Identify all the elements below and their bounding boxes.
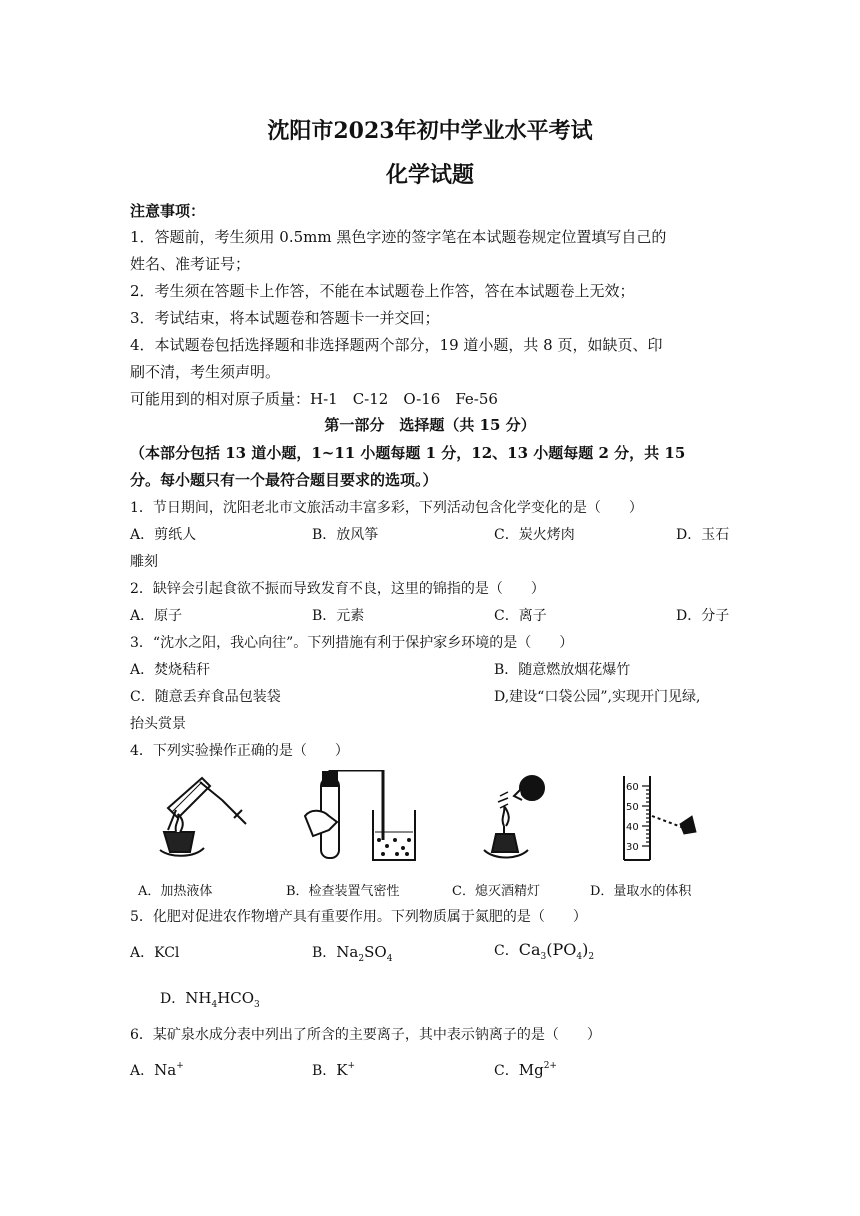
notice-item-4-line2: 刷不清，考生须声明。 xyxy=(130,363,281,381)
cylinder-tick-40: 40 xyxy=(626,822,639,833)
notice-item-2: 2．考生须在答题卡上作答，不能在本试题卷上作答，答在本试题卷上无效； xyxy=(130,282,635,300)
q4-stem: 4．下列实验操作正确的是（ ） xyxy=(130,743,349,759)
q2-option-b[interactable]: B．元素 xyxy=(312,608,365,624)
q3-option-c[interactable]: C．随意丢弃食品包装袋 xyxy=(130,689,281,705)
q5-a-formula: KCl xyxy=(154,945,180,961)
notice-item-3: 3．考试结束，将本试题卷和答题卡一并交回； xyxy=(130,309,440,327)
exam-title: 沈阳市2023年初中学业水平考试 xyxy=(267,118,593,144)
q1-option-d-continued: 雕刻 xyxy=(130,554,158,570)
q1-option-b[interactable]: B．放风筝 xyxy=(312,527,379,543)
q3-option-d-continued: 抬头赏景 xyxy=(130,716,186,732)
q3-option-b[interactable]: B．随意燃放烟花爆竹 xyxy=(494,662,631,678)
q1-stem: 1．节日期间，沈阳老北市文旅活动丰富多彩，下列活动包含化学变化的是（ ） xyxy=(130,500,643,516)
q4-option-c[interactable]: C．熄灭酒精灯 xyxy=(452,884,540,899)
notice-heading: 注意事项： xyxy=(130,202,206,220)
notice-item-1-line1: 1．答题前，考生须用 0.5mm 黑色字迹的签字笔在本试题卷规定位置填写自己的 xyxy=(130,228,667,246)
cylinder-tick-50: 50 xyxy=(626,802,639,813)
extinguish-lamp-figure xyxy=(478,770,558,865)
q4-option-d[interactable]: D．量取水的体积 xyxy=(590,884,692,899)
q4-option-b[interactable]: B．检查装置气密性 xyxy=(286,884,400,899)
q3-stem: 3．“沈水之阳，我心向往”。下列措施有利于保护家乡环境的是（ ） xyxy=(130,635,574,651)
q4-option-a[interactable]: A．加热液体 xyxy=(138,884,213,899)
q1-option-a[interactable]: A．剪纸人 xyxy=(130,527,197,543)
q2-option-a[interactable]: A．原子 xyxy=(130,608,183,624)
q1-option-d[interactable]: D．玉石 xyxy=(676,527,730,543)
q6-option-b[interactable]: B．K+ xyxy=(312,1061,356,1079)
cylinder-tick-30: 30 xyxy=(626,842,639,853)
part1-heading: 第一部分 选择题（共 15 分） xyxy=(324,416,536,434)
q6-option-c[interactable]: C．$Mg^{2+}$ xyxy=(494,1061,557,1079)
q5-option-d[interactable]: D．$NH_4HCO_3$ xyxy=(160,989,260,1010)
cylinder-tick-60: 60 xyxy=(626,782,639,793)
notice-item-4-line1: 4．本试题卷包括选择题和非选择题两个部分，19 道小题，共 8 页，如缺页、印 xyxy=(130,336,663,354)
atomic-mass-line: 可能用到的相对原子质量：H-1 C-12 O-16 Fe-56 xyxy=(130,390,498,408)
q6-option-a[interactable]: A．Na+ xyxy=(130,1061,184,1079)
q1-option-c[interactable]: C．炭火烤肉 xyxy=(494,527,575,543)
q5-stem: 5．化肥对促进农作物增产具有重要作用。下列物质属于氮肥的是（ ） xyxy=(130,909,587,925)
graduated-cylinder-figure xyxy=(612,772,722,864)
q2-option-c[interactable]: C．离子 xyxy=(494,608,547,624)
q3-option-a[interactable]: A．焚烧秸秆 xyxy=(130,662,211,678)
heating-liquid-figure xyxy=(150,770,255,865)
q3-option-d[interactable]: D,建设“口袋公园”,实现开门见绿, xyxy=(494,689,701,705)
q5-option-c[interactable]: C．$Ca_3(PO_4)_2$ xyxy=(494,940,595,962)
q6-stem: 6．某矿泉水成分表中列出了所含的主要离子，其中表示钠离子的是（ ） xyxy=(130,1027,601,1043)
airtightness-check-figure xyxy=(303,770,423,865)
q2-stem: 2．缺锌会引起食欲不振而导致发育不良，这里的锦指的是（ ） xyxy=(130,581,545,597)
q5-option-b[interactable]: B．$Na_2SO_4$ xyxy=(312,943,393,964)
q5-option-a[interactable]: A．KCl xyxy=(130,945,180,961)
part1-desc-line2: 分。每小题只有一个最符合题目要求的选项。） xyxy=(130,471,438,489)
part1-desc-line1: （本部分包括 13 道小题，1~11 小题每题 1 分，12、13 小题每题 2 分，共 15 xyxy=(130,444,686,462)
notice-item-1-line2: 姓名、准考证号； xyxy=(130,255,251,273)
q2-option-d[interactable]: D．分子 xyxy=(676,608,730,624)
exam-subtitle: 化学试题 xyxy=(385,162,474,188)
